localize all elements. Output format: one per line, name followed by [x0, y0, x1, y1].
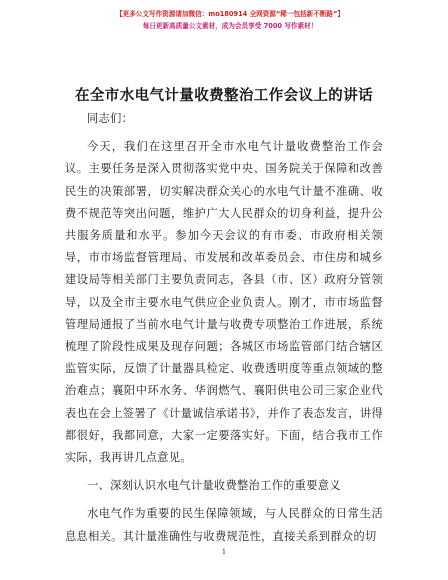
- document-title: 在全市水电气计量收费整治工作会议上的讲话: [75, 88, 373, 104]
- section-heading-1: 一、深刻认识水电气计量收费整治工作的重要意义: [87, 479, 341, 493]
- document-body: [65, 104, 383, 548]
- promo-banner-line-2: 每日更新高质量公文素材，成为会员享受 7000 写作素材！: [142, 22, 318, 30]
- page-number: 1: [221, 548, 227, 556]
- section-1-paragraph: 水电气作为重要的民生保障领域，与人民群众的日常生活息息相关。其计量准确性与收费规范性，直接关系到群众的切: [65, 507, 383, 543]
- body-paragraph-1: 今天，我们在这里召开全市水电气计量收费整治工作会议。主要任务是深入贯彻落实党中央、国务院关于保障和改善民生的决策部署，切实解决群众关心的水电气计量不准确、收费不规范等突出问题，维护广大人民群众的切身利益，提升公共服务质量和水平。参加今天会议的有市委、市政府相关领导，市市场监督管理局、市发展和改革委员会、市住房和城乡建设局等相关部门主要负责同志，各县（市、区）政府分管领导，以及全市主要水电气供应企业负责人。刚才，市市场监督管理局通报了当前水电气计量与收费专项整治工作进展，系统梳理了阶段性成果及现存问题；各城区市场监管部门结合辖区监管实际，反馈了计量器具检定、收费透明度等重点领域的整治难点；襄阳中环水务、华润燃气、襄阳供电公司三家企业代表也在会上签署了《计量诚信承诺书》，并作了表态发言，讲得都很好，我都同意，大家一定要落实好。下面，结合我市工作实际，我再讲几点意见。: [65, 140, 383, 465]
- promo-banner-line-1: 【更多公文写作资源请加微信：mo180914 全网资源“稀一包括新不断路”】: [116, 10, 344, 18]
- salutation: 同志们：: [87, 112, 134, 125]
